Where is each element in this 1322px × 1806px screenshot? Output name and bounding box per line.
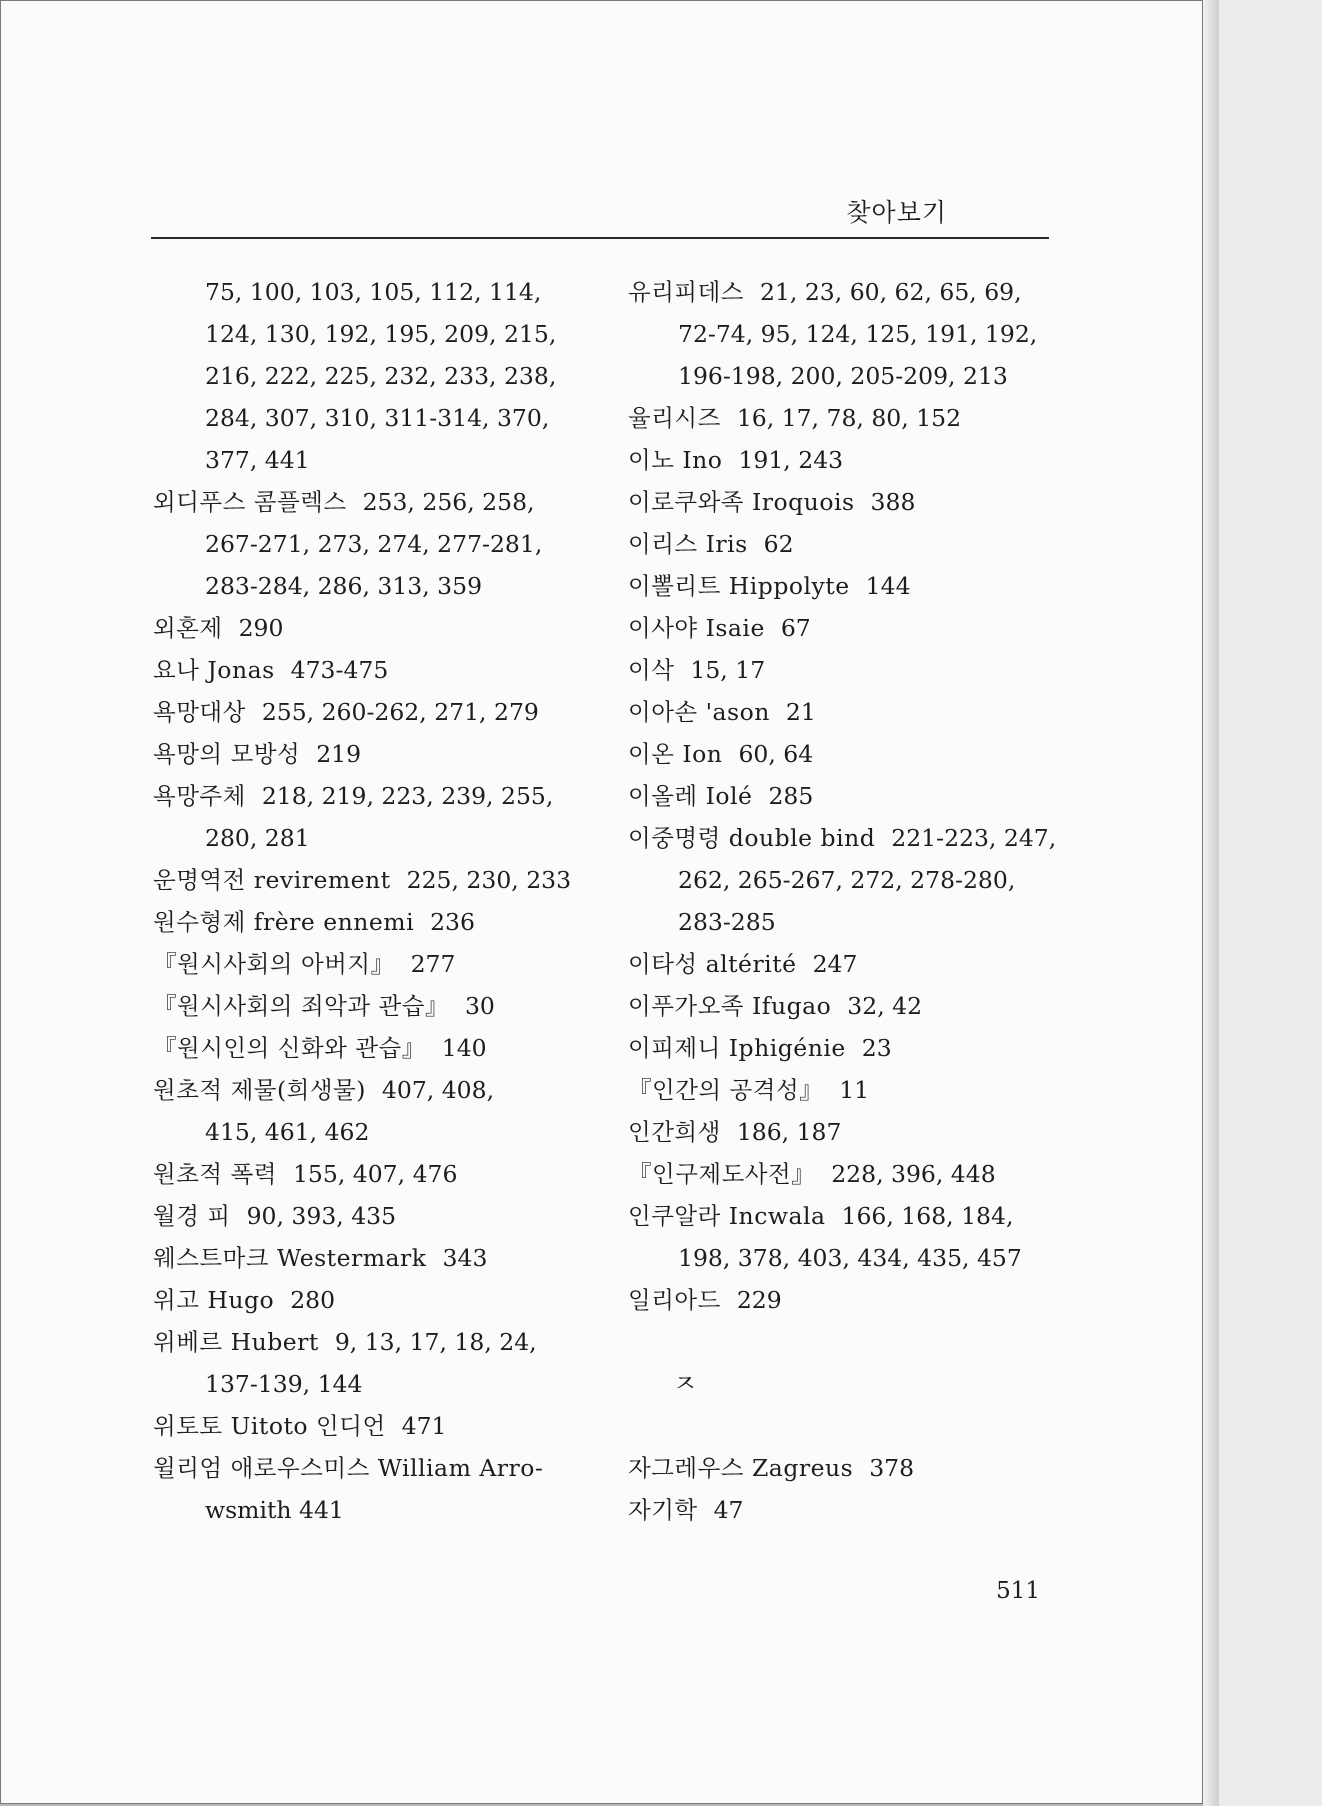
index-page-refs: 228, 396, 448 xyxy=(831,1160,996,1188)
index-continuation-line: 280, 281 xyxy=(205,824,310,852)
index-term: 웨스트마크 Westermark xyxy=(153,1244,427,1272)
index-term: 외디푸스 콤플렉스 xyxy=(153,488,347,516)
index-term: 윌리엄 애로우스미스 William Arro- xyxy=(153,1454,544,1482)
index-term: 위고 Hugo xyxy=(153,1286,275,1314)
index-page-refs: 253, 256, 258, xyxy=(362,488,535,516)
index-term: 원수형제 frère ennemi xyxy=(153,908,415,936)
index-entry xyxy=(628,271,1068,313)
index-entry xyxy=(153,691,600,733)
index-page-refs: 9, 13, 17, 18, 24, xyxy=(334,1328,537,1356)
index-page-refs: 23 xyxy=(861,1034,892,1062)
index-term: 『원시사회의 아버지』 xyxy=(153,950,395,978)
index-entry xyxy=(628,1279,1068,1321)
index-continuation-line: 196-198, 200, 205-209, 213 xyxy=(678,362,1008,390)
index-page-refs: 285 xyxy=(768,782,814,810)
page-number: 511 xyxy=(996,1578,1040,1604)
index-term: 이푸가오족 Ifugao xyxy=(628,992,832,1020)
index-term: 이노 Ino xyxy=(628,446,723,474)
page-edge-shadow xyxy=(1203,0,1219,1806)
index-entry xyxy=(628,1153,1068,1195)
index-page-refs: 255, 260-262, 271, 279 xyxy=(261,698,539,726)
index-entry xyxy=(628,1027,1068,1069)
index-term: 이올레 Iolé xyxy=(628,782,753,810)
index-entry xyxy=(153,859,600,901)
index-entry xyxy=(628,1069,1068,1111)
index-term: 외혼제 xyxy=(153,614,223,642)
index-page-refs: 236 xyxy=(430,908,475,936)
index-page-refs: 388 xyxy=(870,488,916,516)
index-entry xyxy=(628,1111,1068,1153)
index-continuation-line: 283-284, 286, 313, 359 xyxy=(205,572,483,600)
index-page-refs: 473-475 xyxy=(290,656,389,684)
index-page-refs: 247 xyxy=(812,950,858,978)
index-entry xyxy=(628,523,1068,565)
index-continuation-line: 124, 130, 192, 195, 209, 215, xyxy=(205,320,557,348)
index-term: 이삭 xyxy=(628,656,675,684)
index-entry xyxy=(628,649,1068,691)
index-term: 『원시사회의 죄악과 관습』 xyxy=(153,992,449,1020)
index-page-refs: 186, 187 xyxy=(736,1118,842,1146)
index-continuation-line: 262, 265-267, 272, 278-280, xyxy=(678,866,1016,894)
index-entry xyxy=(628,943,1068,985)
index-page-refs: 218, 219, 223, 239, 255, xyxy=(261,782,554,810)
index-term: 이리스 Iris xyxy=(628,530,748,558)
index-entry xyxy=(628,565,1068,607)
running-header-title: 찾아보기 xyxy=(846,198,947,227)
index-page-refs: 47 xyxy=(713,1496,744,1524)
index-entry xyxy=(153,1405,600,1447)
index-continuation-line: 377, 441 xyxy=(205,446,310,474)
index-term: 『원시인의 신화와 관습』 xyxy=(153,1034,426,1062)
index-page-refs: 166, 168, 184, xyxy=(841,1202,1014,1230)
index-entry xyxy=(153,775,600,817)
index-entry xyxy=(628,397,1068,439)
index-entry xyxy=(628,985,1068,1027)
index-term: 자기학 xyxy=(628,1496,698,1524)
index-entry xyxy=(153,733,600,775)
index-page-refs: 229 xyxy=(736,1286,782,1314)
index-page-refs: 343 xyxy=(442,1244,488,1272)
index-page-refs: 21 xyxy=(785,698,816,726)
index-entry xyxy=(153,1237,600,1279)
index-term: 자그레우스 Zagreus xyxy=(628,1454,854,1482)
index-page-refs: 191, 243 xyxy=(738,446,844,474)
index-entry xyxy=(153,1447,600,1489)
index-term: 율리시즈 xyxy=(628,404,721,432)
index-entry xyxy=(153,649,600,691)
index-term: 이피제니 Iphigénie xyxy=(628,1034,846,1062)
index-page-refs: 90, 393, 435 xyxy=(246,1202,397,1230)
index-term: 이사야 Isaie xyxy=(628,614,765,642)
index-page-refs: 11 xyxy=(839,1076,870,1104)
index-continuation-line: 284, 307, 310, 311-314, 370, xyxy=(205,404,550,432)
index-page-refs: 225, 230, 233 xyxy=(406,866,572,894)
index-column-left xyxy=(153,271,600,1531)
index-page-refs: 62 xyxy=(763,530,794,558)
index-term: 위베르 Hubert xyxy=(153,1328,319,1356)
index-term: 이아손 'ason xyxy=(628,698,770,726)
section-gap xyxy=(628,1405,1068,1447)
index-entry xyxy=(153,901,600,943)
section-gap xyxy=(628,1321,1068,1363)
index-term: 이로쿠와족 Iroquois xyxy=(628,488,855,516)
index-entry xyxy=(628,439,1068,481)
index-page-refs: 140 xyxy=(441,1034,487,1062)
index-page-refs: 277 xyxy=(410,950,456,978)
index-page-refs: 16, 17, 78, 80, 152 xyxy=(736,404,962,432)
index-term: 이타성 altérité xyxy=(628,950,797,978)
index-term: 유리피데스 xyxy=(628,278,745,306)
index-term: 『인간의 공격성』 xyxy=(628,1076,824,1104)
index-entry xyxy=(628,1195,1068,1237)
index-entry xyxy=(628,1447,1068,1489)
index-continuation-line: 267-271, 273, 274, 277-281, xyxy=(205,530,543,558)
index-continuation-line: wsmith 441 xyxy=(205,1496,344,1524)
index-entries-right xyxy=(628,271,1068,1321)
index-page-refs: 221-223, 247, xyxy=(891,824,1057,852)
index-page-refs: 32, 42 xyxy=(847,992,923,1020)
index-entry xyxy=(153,607,600,649)
index-term: 인쿠알라 Incwala xyxy=(628,1202,826,1230)
index-entry xyxy=(628,607,1068,649)
index-page-refs: 15, 17 xyxy=(690,656,766,684)
index-page-refs: 155, 407, 476 xyxy=(292,1160,458,1188)
index-entry xyxy=(628,691,1068,733)
index-term: 일리아드 xyxy=(628,1286,721,1314)
header-rule xyxy=(151,237,1049,239)
index-page-refs: 60, 64 xyxy=(738,740,814,768)
index-entry xyxy=(153,985,600,1027)
viewer-background xyxy=(1219,0,1322,1806)
index-page-refs: 219 xyxy=(316,740,362,768)
index-entry xyxy=(153,1027,600,1069)
index-entry xyxy=(628,775,1068,817)
section-letter: ㅈ xyxy=(673,1369,698,1398)
index-term: 이뽈리트 Hippolyte xyxy=(628,572,850,600)
index-term: 인간희생 xyxy=(628,1118,721,1146)
index-column-right xyxy=(628,271,1068,1531)
index-entries-section xyxy=(628,1447,1068,1531)
index-entry xyxy=(153,1153,600,1195)
index-page-refs: 471 xyxy=(401,1412,447,1440)
index-entry xyxy=(628,817,1068,859)
index-page-refs: 407, 408, xyxy=(381,1076,495,1104)
index-continuation-line: 415, 461, 462 xyxy=(205,1118,370,1146)
index-term: 요나 Jonas xyxy=(153,656,275,684)
index-term: 원초적 폭력 xyxy=(153,1160,277,1188)
index-term: 원초적 제물(희생물) xyxy=(153,1076,366,1104)
index-entry xyxy=(153,1195,600,1237)
index-page-refs: 21, 23, 60, 62, 65, 69, xyxy=(760,278,1022,306)
index-page-refs: 290 xyxy=(238,614,284,642)
index-page-refs: 378 xyxy=(869,1454,915,1482)
index-entry xyxy=(628,1489,1068,1531)
index-continuation-line: 137-139, 144 xyxy=(205,1370,363,1398)
index-continuation-line: 75, 100, 103, 105, 112, 114, xyxy=(205,278,542,306)
index-page-refs: 144 xyxy=(865,572,911,600)
index-page-refs: 67 xyxy=(780,614,811,642)
index-continuation-line: 198, 378, 403, 434, 435, 457 xyxy=(678,1244,1022,1272)
index-term: 운명역전 revirement xyxy=(153,866,391,894)
index-entry xyxy=(628,733,1068,775)
index-entry xyxy=(153,481,600,523)
index-term: 이온 Ion xyxy=(628,740,723,768)
index-term: 월경 피 xyxy=(153,1202,231,1230)
index-entry xyxy=(153,1321,600,1363)
index-term: 욕망주체 xyxy=(153,782,246,810)
index-term: 위토토 Uitoto 인디언 xyxy=(153,1412,386,1440)
index-continuation-line: 283-285 xyxy=(678,908,776,936)
index-term: 이중명령 double bind xyxy=(628,824,876,852)
index-page-refs: 280 xyxy=(290,1286,336,1314)
index-entry xyxy=(628,481,1068,523)
index-term: 욕망대상 xyxy=(153,698,246,726)
index-entry xyxy=(153,1069,600,1111)
index-entry xyxy=(153,943,600,985)
index-term: 『인구제도사전』 xyxy=(628,1160,816,1188)
index-entry xyxy=(153,1279,600,1321)
index-continuation-line: 216, 222, 225, 232, 233, 238, xyxy=(205,362,557,390)
index-term: 욕망의 모방성 xyxy=(153,740,301,768)
index-page-refs: 30 xyxy=(464,992,495,1020)
index-continuation-line: 72-74, 95, 124, 125, 191, 192, xyxy=(678,320,1038,348)
